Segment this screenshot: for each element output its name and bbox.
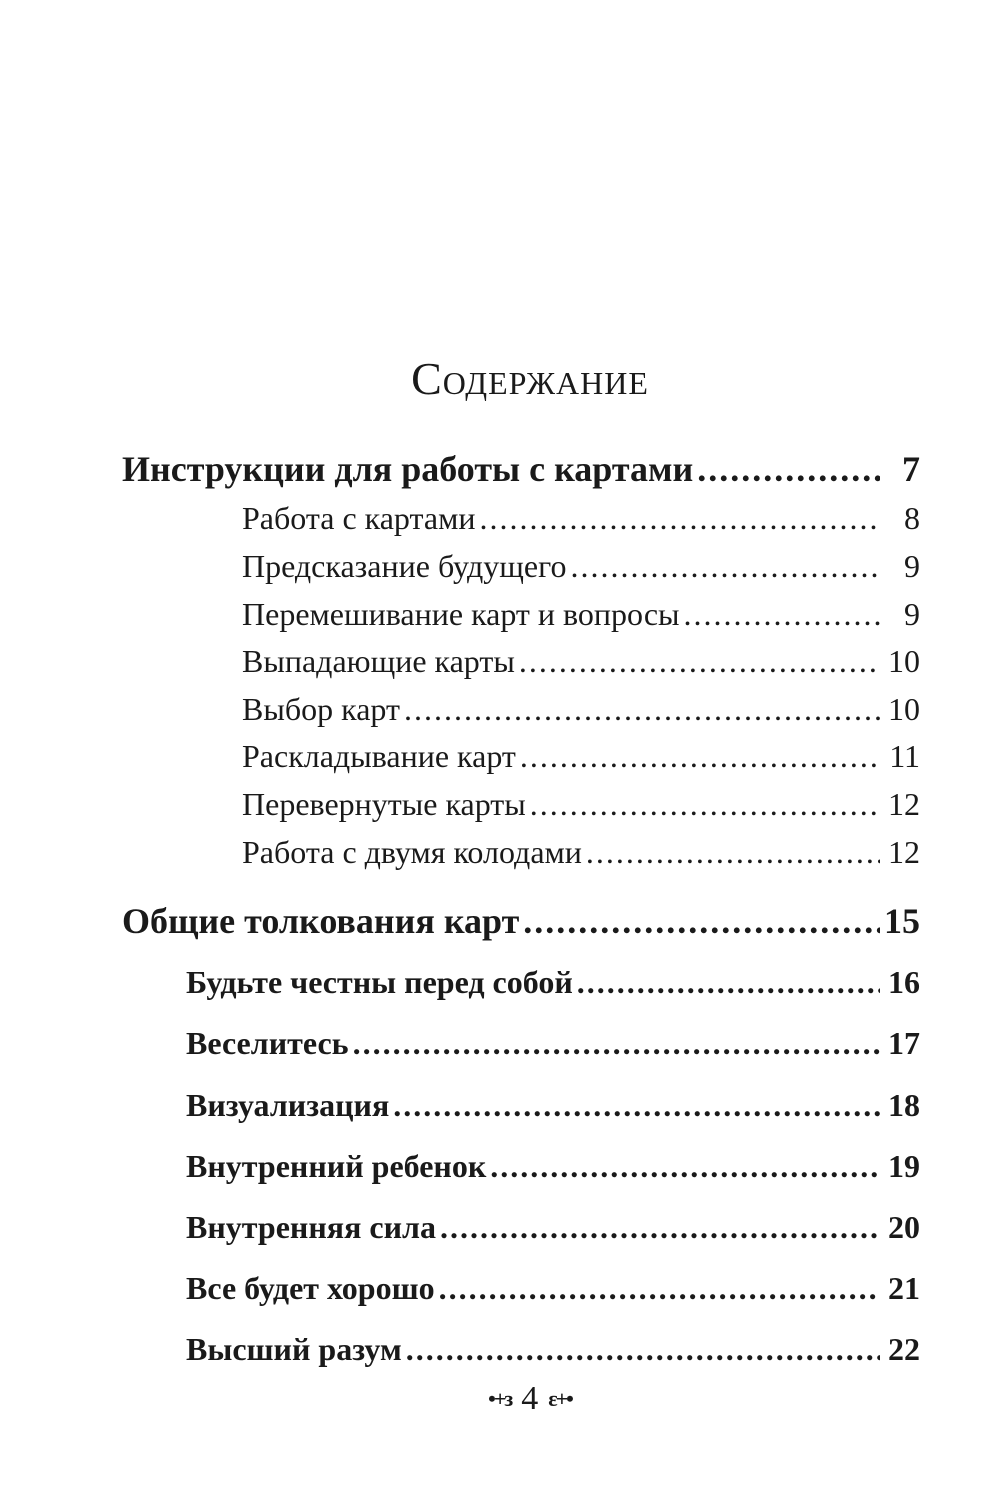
ornament-right-icon: ε+• (548, 1386, 572, 1411)
toc-leader-dots (530, 786, 880, 823)
toc-page-number: 11 (889, 738, 920, 774)
toc-leader-dots (353, 1025, 880, 1062)
toc-item[interactable] (186, 964, 920, 1001)
toc-item-label: Визуализация (186, 1087, 390, 1123)
toc-item-label: Раскладывание карт (242, 738, 516, 774)
toc-item-label: Выпадающие карты (242, 643, 515, 679)
toc-leader-dots (577, 964, 880, 1001)
toc-item-label: Веселитесь (186, 1025, 349, 1061)
toc-item[interactable] (186, 1087, 920, 1124)
toc-page-number: 15 (884, 901, 920, 941)
toc-item[interactable] (242, 500, 920, 537)
toc-item[interactable] (242, 643, 920, 680)
toc-leader-dots (520, 738, 880, 775)
toc-leader-dots (393, 1087, 880, 1124)
toc-page-number: 18 (888, 1087, 920, 1123)
toc-page-number: 17 (888, 1025, 920, 1061)
toc-item-label: Перемешивание карт и вопросы (242, 596, 680, 632)
toc-section-label: Инструкции для работы с картами (122, 449, 694, 489)
toc-leader-dots (570, 548, 880, 585)
toc-page-number: 9 (904, 596, 920, 632)
toc-item[interactable] (186, 1148, 920, 1185)
toc-item[interactable] (242, 596, 920, 633)
page-title: Содержание (411, 353, 649, 404)
toc-item-label: Высший разум (186, 1331, 402, 1367)
toc-page-number: 22 (888, 1331, 920, 1367)
toc-leader-dots (440, 1209, 880, 1246)
toc-page-number: 12 (888, 834, 920, 870)
page-footer (0, 1380, 1000, 1418)
toc-item[interactable] (186, 1270, 920, 1307)
toc-page-number: 19 (888, 1148, 920, 1184)
page-number: 4 (521, 1380, 539, 1417)
toc-item-label: Работа с картами (242, 500, 476, 536)
toc-page-number: 12 (888, 786, 920, 822)
toc-item[interactable] (186, 1331, 920, 1368)
toc-item[interactable] (242, 691, 920, 728)
toc-item[interactable] (186, 1025, 920, 1062)
toc-page-number: 7 (902, 449, 920, 489)
toc-leader-dots (439, 1270, 880, 1307)
toc-item-label: Внутренняя сила (186, 1209, 436, 1245)
toc-item-label: Выбор карт (242, 691, 400, 727)
toc-leader-dots (490, 1148, 880, 1185)
toc-page-number: 21 (888, 1270, 920, 1306)
toc-page-number: 16 (888, 964, 920, 1000)
toc-leader-dots (404, 691, 880, 728)
toc-page-number: 20 (888, 1209, 920, 1245)
toc-page-number: 10 (888, 691, 920, 727)
toc-item-label: Перевернутые карты (242, 786, 526, 822)
toc-page-number: 8 (904, 500, 920, 536)
toc-section-interpretations[interactable] (122, 900, 920, 942)
toc-section-instructions[interactable] (122, 448, 920, 490)
toc-item-label: Все будет хорошо (186, 1270, 435, 1306)
toc-item[interactable] (242, 786, 920, 823)
toc-page-number: 9 (904, 548, 920, 584)
toc-item[interactable] (242, 738, 920, 775)
toc-item-label: Будьте честны перед собой (186, 964, 573, 1000)
ornament-left-icon: •+з (488, 1386, 512, 1411)
toc-leader-dots (684, 596, 880, 633)
toc-item[interactable] (242, 834, 920, 871)
toc-leader-dots (586, 834, 880, 871)
toc-leader-dots (697, 448, 880, 490)
toc-leader-dots (406, 1331, 880, 1368)
toc-item-label: Работа с двумя колодами (242, 834, 582, 870)
toc-item-label: Внутренний ребенок (186, 1148, 487, 1184)
toc-item[interactable] (186, 1209, 920, 1246)
toc-item[interactable] (242, 548, 920, 585)
toc-page-number: 10 (888, 643, 920, 679)
toc-section-label: Общие толкования карт (122, 901, 520, 941)
toc-leader-dots (519, 643, 880, 680)
toc-item-label: Предсказание будущего (242, 548, 567, 584)
toc-leader-dots (479, 500, 880, 537)
toc-leader-dots (523, 900, 880, 942)
